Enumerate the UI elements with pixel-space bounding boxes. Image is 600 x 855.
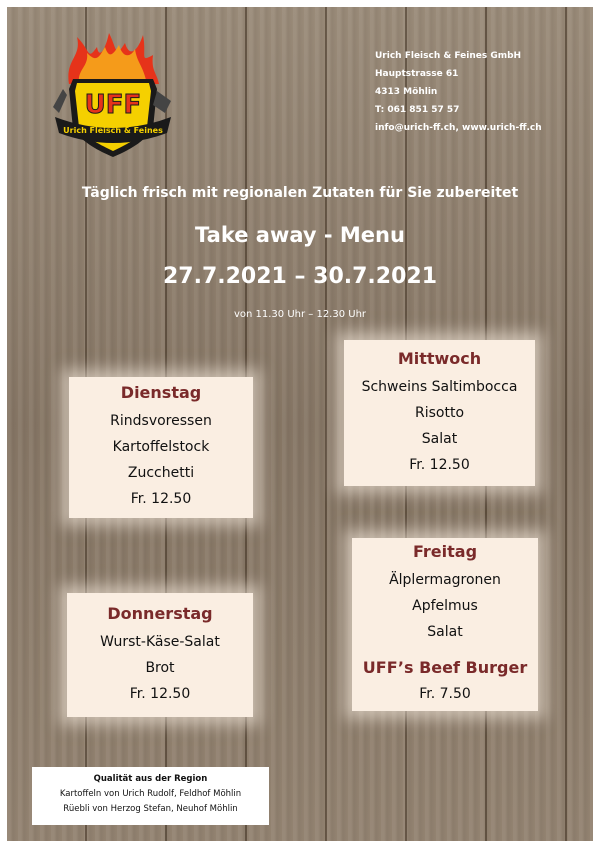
menu-item: Risotto — [414, 404, 465, 421]
menu-item: Älplermagronen — [389, 572, 501, 588]
company-web: info@urich-ff.ch, www.urich-ff.ch — [375, 123, 542, 133]
company-street: Hauptstrasse 61 — [375, 69, 459, 79]
menu-item: Rindsvoressen — [110, 413, 212, 429]
menu-item: Wurst-Käse-Salat — [100, 633, 220, 650]
menu-card-mittwoch — [344, 340, 535, 486]
menu-card-donnerstag — [67, 593, 253, 717]
regional-quality-box — [32, 767, 269, 825]
menu-item: Salat — [421, 430, 458, 447]
menu-page — [7, 7, 593, 841]
menu-card-dienstag — [69, 377, 253, 518]
day-title: Donnerstag — [107, 603, 213, 623]
day-title: Freitag — [412, 542, 478, 561]
company-address — [375, 47, 542, 137]
menu-price: Fr. 7.50 — [419, 686, 471, 702]
page-title: Take away - Menu — [195, 223, 405, 247]
menu-card-freitag — [352, 538, 538, 711]
menu-price: Fr. 12.50 — [129, 685, 191, 702]
company-city: 4313 Möhlin — [375, 87, 438, 97]
footer-line: Kartoffeln von Urich Rudolf, Feldhof Möhlin — [59, 789, 242, 799]
uff-logo — [47, 29, 177, 161]
footer-title: Qualität aus der Region — [93, 774, 208, 784]
footer-line: Rüebli von Herzog Stefan, Neuhof Möhlin — [63, 804, 238, 814]
date-range: 27.7.2021 – 30.7.2021 — [162, 264, 438, 289]
company-name: Urich Fleisch & Feines GmbH — [375, 51, 522, 61]
tagline: Täglich frisch mit regionalen Zutaten für Sie zubereitet — [81, 185, 519, 201]
menu-item: Salat — [427, 624, 463, 640]
menu-item: Brot — [145, 659, 175, 676]
opening-hours: von 11.30 Uhr – 12.30 Uhr — [233, 309, 367, 320]
day-title: Dienstag — [120, 383, 202, 402]
menu-item: Apfelmus — [412, 598, 478, 614]
menu-item: Kartoffelstock — [112, 439, 210, 455]
menu-item: Schweins Saltimbocca — [361, 378, 518, 395]
menu-item: Zucchetti — [127, 465, 195, 481]
burger-special: UFF’s Beef Burger — [362, 658, 528, 677]
day-title: Mittwoch — [397, 348, 482, 368]
menu-price: Fr. 12.50 — [409, 456, 470, 473]
company-phone: T: 061 851 57 57 — [375, 105, 460, 115]
fork-icon — [53, 89, 67, 113]
menu-price: Fr. 12.50 — [130, 491, 192, 507]
svg-text:UFF: UFF — [84, 90, 142, 120]
svg-text:Urich Fleisch & Feines: Urich Fleisch & Feines — [63, 126, 163, 135]
